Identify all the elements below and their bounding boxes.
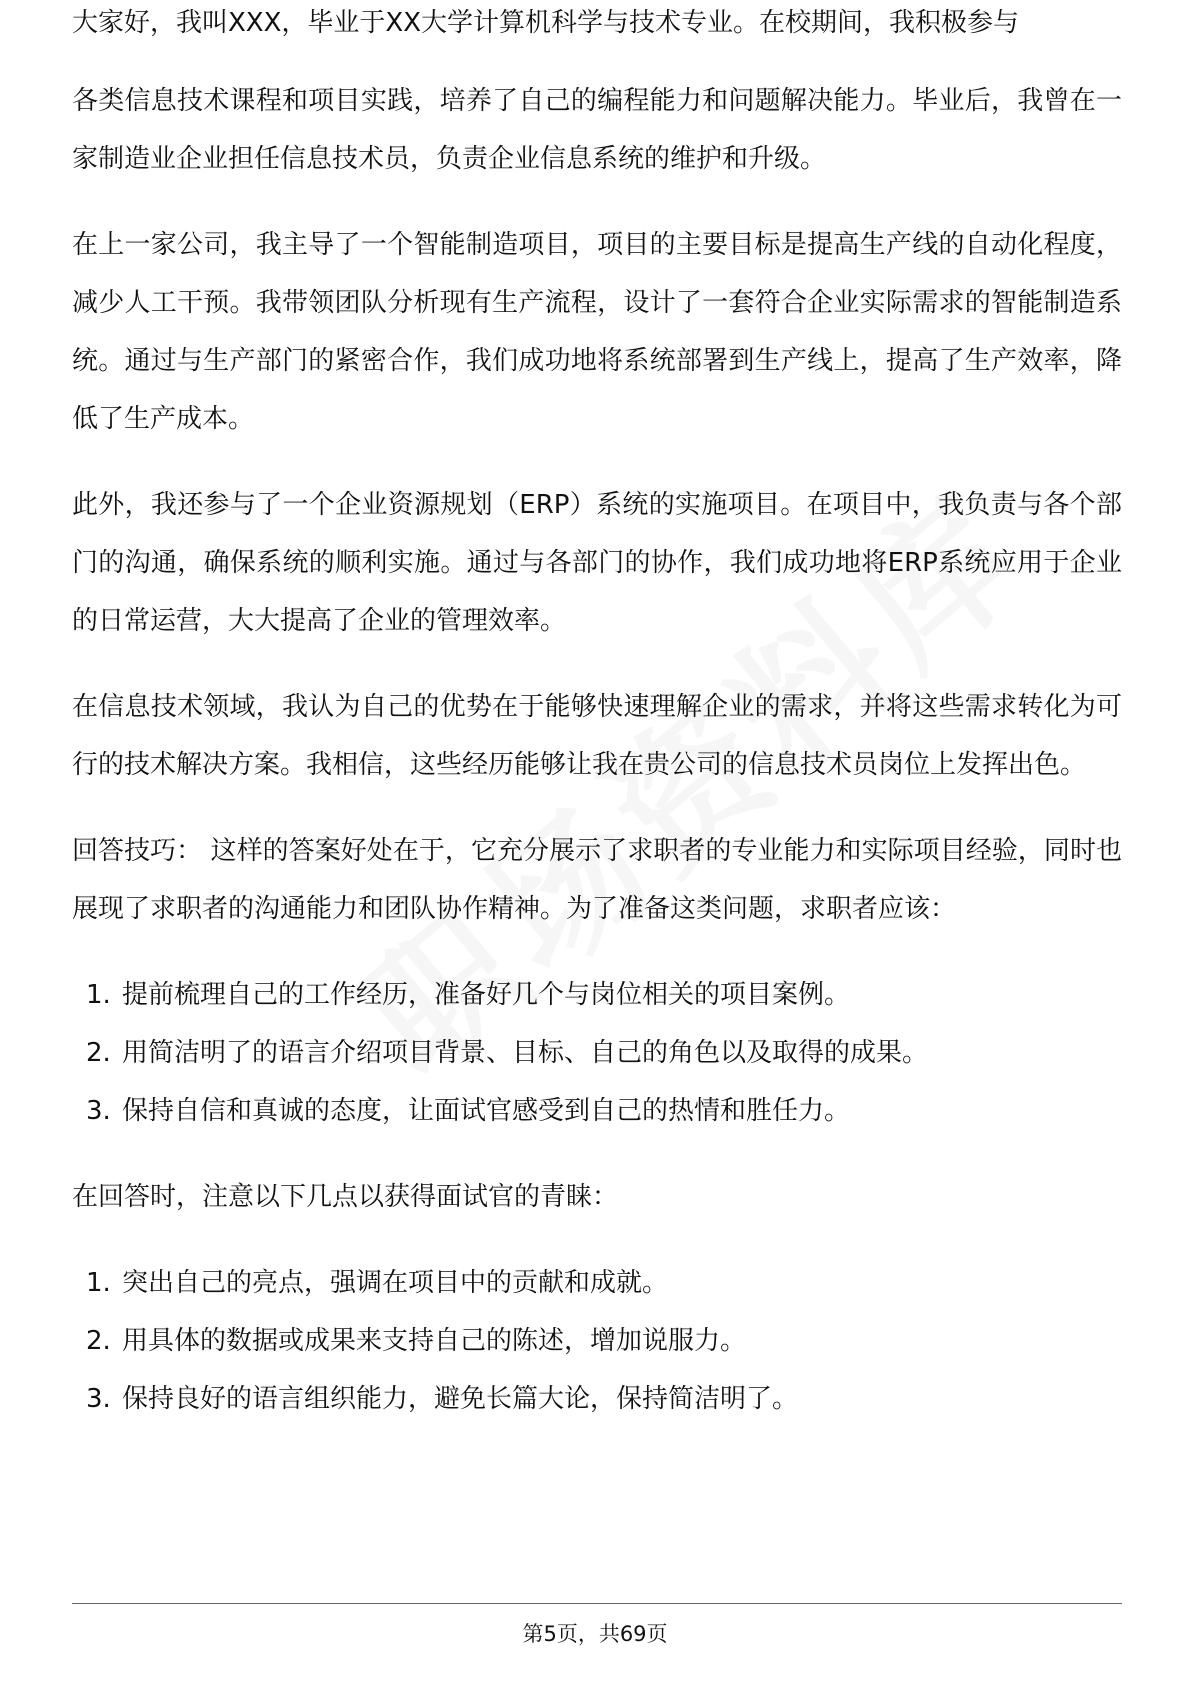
paragraph-4: 在信息技术领域，我认为自己的优势在于能够快速理解企业的需求，并将这些需求转化为可行的技术解决方案。我相信，这些经历能够让我在贵公司的信息技术员岗位上发挥出色。	[72, 692, 1122, 780]
list-item: 2. 用简洁明了的语言介绍项目背景、目标、自己的角色以及取得的成果。	[86, 1038, 929, 1068]
paragraph-answer-tips: 回答技巧： 这样的答案好处在于，它充分展示了求职者的专业能力和实际项目经验，同时也展现了求职者的沟通能力和团队协作精神。为了准备这类问题，求职者应该：	[72, 836, 1122, 924]
list-item: 3. 保持良好的语言组织能力，避免长篇大论，保持简洁明了。	[86, 1384, 799, 1414]
partial-top-line-text: 大家好，我叫XXX，毕业于XX大学计算机科学与技术专业。在校期间，我积极参与	[72, 8, 1020, 38]
preparation-list	[72, 966, 1122, 1140]
list-intro: 在回答时，注意以下几点以获得面试官的青睐：	[72, 1182, 619, 1212]
answer-tips-list	[72, 1254, 1122, 1428]
partial-top-line	[72, 8, 1122, 62]
paragraph-3: 此外，我还参与了一个企业资源规划（ERP）系统的实施项目。在项目中，我负责与各个部门的沟通，确保系统的顺利实施。通过与各部门的协作，我们成功地将ERP系统应用于企业的日常运营，大大提高了企业的管理效率。	[72, 490, 1122, 636]
list-item: 1. 突出自己的亮点，强调在项目中的贡献和成就。	[86, 1268, 669, 1298]
list-item: 2. 用具体的数据或成果来支持自己的陈述，增加说服力。	[86, 1326, 747, 1356]
page-number: 第5页，共69页	[522, 1622, 668, 1646]
paragraph-1: 各类信息技术课程和项目实践，培养了自己的编程能力和问题解决能力。毕业后，我曾在一家制造业企业担任信息技术员，负责企业信息系统的维护和升级。	[72, 86, 1122, 174]
page-content	[72, 72, 1122, 1428]
list-item: 1. 提前梳理自己的工作经历，准备好几个与岗位相关的项目案例。	[86, 980, 851, 1010]
list-item: 3. 保持自信和真诚的态度，让面试官感受到自己的热情和胜任力。	[86, 1096, 851, 1126]
paragraph-2: 在上一家公司，我主导了一个智能制造项目，项目的主要目标是提高生产线的自动化程度，减少人工干预。我带领团队分析现有生产流程，设计了一套符合企业实际需求的智能制造系统。通过与生产部门的紧密合作，我们成功地将系统部署到生产线上，提高了生产效率，降低了生产成本。	[72, 230, 1122, 434]
footer-divider	[72, 1603, 1122, 1604]
